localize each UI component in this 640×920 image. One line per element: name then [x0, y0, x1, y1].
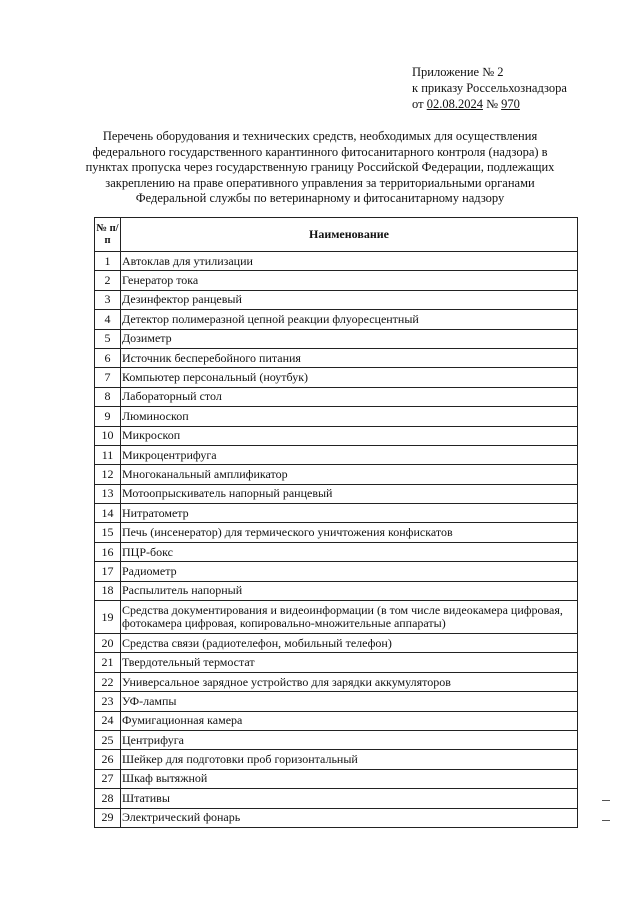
row-number: 16 [95, 542, 121, 561]
table-row [95, 634, 578, 653]
equipment-name: Электрический фонарь [121, 808, 578, 827]
table-row [95, 601, 578, 634]
table-row [95, 504, 578, 523]
equipment-name: Твердотельный термостат [121, 653, 578, 672]
date-prefix: от [412, 97, 427, 111]
table-row [95, 808, 578, 827]
table-row [95, 730, 578, 749]
equipment-name: Дозиметр [121, 329, 578, 348]
row-number: 6 [95, 348, 121, 367]
appendix-label: Приложение № 2 [412, 65, 504, 79]
table-row [95, 769, 578, 788]
row-number: 8 [95, 387, 121, 406]
row-number: 1 [95, 252, 121, 271]
equipment-name: Центрифуга [121, 730, 578, 749]
table-row [95, 271, 578, 290]
row-number: 13 [95, 484, 121, 503]
equipment-name: Многоканальный амплификатор [121, 465, 578, 484]
table-row [95, 368, 578, 387]
table-row [95, 252, 578, 271]
row-number: 28 [95, 789, 121, 808]
row-number: 24 [95, 711, 121, 730]
order-number: 970 [501, 97, 520, 111]
table-row [95, 523, 578, 542]
table-row [95, 387, 578, 406]
table-row [95, 329, 578, 348]
table-row [95, 653, 578, 672]
row-number: 29 [95, 808, 121, 827]
margin-mark [602, 820, 610, 821]
row-number: 14 [95, 504, 121, 523]
table-row [95, 692, 578, 711]
row-number: 7 [95, 368, 121, 387]
equipment-name: Штативы [121, 789, 578, 808]
row-number: 23 [95, 692, 121, 711]
row-number: 3 [95, 290, 121, 309]
row-number: 21 [95, 653, 121, 672]
equipment-name: Мотоопрыскиватель напорный ранцевый [121, 484, 578, 503]
row-number: 22 [95, 672, 121, 691]
row-number: 11 [95, 445, 121, 464]
table-row [95, 484, 578, 503]
equipment-name: Фумигационная камера [121, 711, 578, 730]
order-reference: к приказу Россельхознадзора [412, 81, 567, 95]
table-row [95, 426, 578, 445]
table-row [95, 581, 578, 600]
row-number: 2 [95, 271, 121, 290]
equipment-name: Дезинфектор ранцевый [121, 290, 578, 309]
equipment-name: Печь (инсенератор) для термического уничтожения конфискатов [121, 523, 578, 542]
table-row [95, 542, 578, 561]
equipment-table [94, 217, 578, 828]
equipment-name: Нитратометр [121, 504, 578, 523]
equipment-name: ПЦР-бокс [121, 542, 578, 561]
row-number: 12 [95, 465, 121, 484]
row-number: 18 [95, 581, 121, 600]
equipment-name: Детектор полимеразной цепной реакции флуоресцентный [121, 310, 578, 329]
equipment-name: УФ-лампы [121, 692, 578, 711]
table-row [95, 711, 578, 730]
equipment-name: Лабораторный стол [121, 387, 578, 406]
document-title: Перечень оборудования и технических средств, необходимых для осуществления федерального государственного карантинного фитосанитарного контроля (надзора) в пунктах пропуска через государственную границу Российской Федерации, подлежащих закреплению на праве оперативного управления за территориальными органами Федеральной службы по ветеринарному и фитосанитарному надзору [85, 129, 555, 206]
number-prefix: № [482, 97, 502, 111]
equipment-name: Радиометр [121, 562, 578, 581]
column-header-name: Наименование [121, 218, 578, 252]
equipment-name: Средства связи (радиотелефон, мобильный телефон) [121, 634, 578, 653]
row-number: 25 [95, 730, 121, 749]
row-number: 26 [95, 750, 121, 769]
equipment-name: Средства документирования и видеоинформации (в том числе видеокамера цифровая, фотокамера цифровая, копировально-множительные аппараты) [121, 601, 578, 634]
table-row [95, 750, 578, 769]
equipment-name: Микроскоп [121, 426, 578, 445]
row-number: 4 [95, 310, 121, 329]
table-row [95, 789, 578, 808]
equipment-rows [95, 252, 578, 828]
order-date-line [412, 96, 567, 112]
row-number: 19 [95, 601, 121, 634]
table-row [95, 407, 578, 426]
equipment-name: Шкаф вытяжной [121, 769, 578, 788]
table-row [95, 348, 578, 367]
equipment-name: Шейкер для подготовки проб горизонтальный [121, 750, 578, 769]
order-date: 02.08.2024 [426, 97, 483, 111]
row-number: 9 [95, 407, 121, 426]
margin-mark [602, 800, 610, 801]
row-number: 20 [95, 634, 121, 653]
equipment-name: Люминоскоп [121, 407, 578, 426]
equipment-name: Микроцентрифуга [121, 445, 578, 464]
equipment-name: Компьютер персональный (ноутбук) [121, 368, 578, 387]
equipment-name: Распылитель напорный [121, 581, 578, 600]
row-number: 27 [95, 769, 121, 788]
row-number: 10 [95, 426, 121, 445]
equipment-name: Источник бесперебойного питания [121, 348, 578, 367]
equipment-name: Генератор тока [121, 271, 578, 290]
row-number: 5 [95, 329, 121, 348]
table-row [95, 562, 578, 581]
equipment-name: Универсальное зарядное устройство для зарядки аккумуляторов [121, 672, 578, 691]
table-row [95, 445, 578, 464]
table-row [95, 310, 578, 329]
appendix-header [412, 64, 567, 112]
table-row [95, 672, 578, 691]
equipment-name: Автоклав для утилизации [121, 252, 578, 271]
row-number: 17 [95, 562, 121, 581]
column-header-number: № п/п [95, 218, 121, 252]
table-row [95, 465, 578, 484]
table-row [95, 290, 578, 309]
row-number: 15 [95, 523, 121, 542]
